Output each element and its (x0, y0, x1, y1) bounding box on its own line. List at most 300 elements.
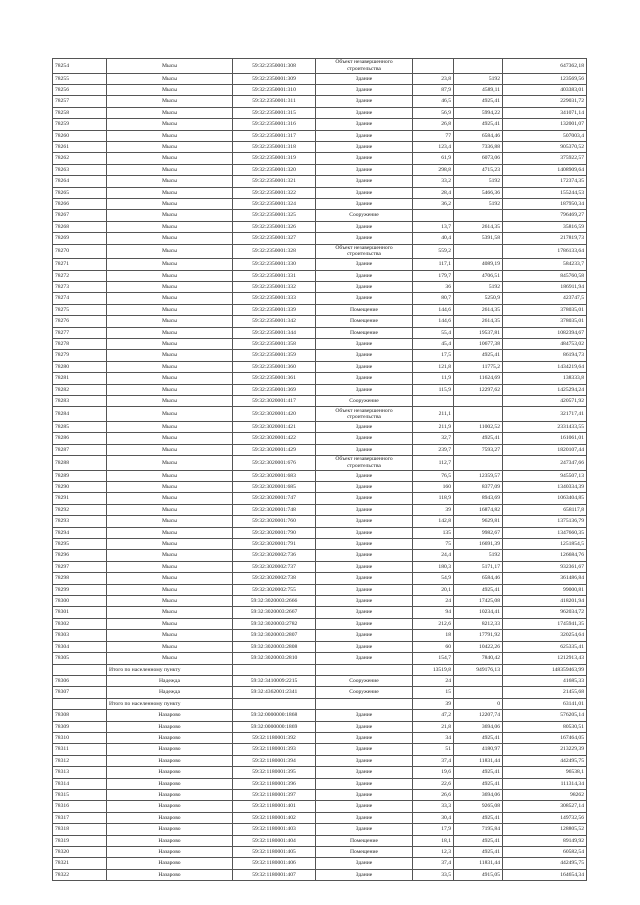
table-row (53, 755, 587, 766)
cadastral-number-cell: 59:32:2350001:309 (233, 73, 316, 84)
settlement-cell: Назарово (107, 789, 233, 800)
cadastral-value-cell: 1063404,85 (503, 493, 587, 504)
cadastral-number-cell: 59:32:2350001:311 (233, 96, 316, 107)
settlement-cell: Мысы (107, 395, 233, 406)
unit-cost-cell: 0 (454, 698, 503, 709)
row-number-cell: 78319 (53, 835, 107, 846)
area-cell: 36 (413, 281, 454, 292)
table-row (53, 119, 587, 130)
unit-cost-cell: 2614,35 (454, 316, 503, 327)
row-number-cell: 78272 (53, 270, 107, 281)
cadastral-number-cell: 59:32:2350001:361 (233, 373, 316, 384)
row-number-cell: 78276 (53, 316, 107, 327)
area-cell: 17,5 (413, 350, 454, 361)
settlement-cell: Назарово (107, 847, 233, 858)
cadastral-value-cell: 1340334,39 (503, 482, 587, 493)
area-cell: 32,7 (413, 433, 454, 444)
cadastral-number-cell: 59:32:1180001:394 (233, 755, 316, 766)
cadastral-value-cell: 96538,1 (503, 767, 587, 778)
cadastral-number-cell: 59:32:3020002:738 (233, 573, 316, 584)
cadastral-value-cell: 2331433,55 (503, 421, 587, 432)
area-cell: 12,3 (413, 847, 454, 858)
row-number-cell: 78321 (53, 858, 107, 869)
object-type-cell: Здание (316, 470, 413, 481)
cadastral-value-cell: 149732,56 (503, 812, 587, 823)
cadastral-number-cell: 59:32:2350001:331 (233, 270, 316, 281)
total-row (53, 664, 587, 675)
object-type-cell: Здание (316, 767, 413, 778)
unit-cost-cell: 4925,41 (454, 584, 503, 595)
row-number-cell: 78271 (53, 259, 107, 270)
cadastral-value-cell: 167464,05 (503, 732, 587, 743)
area-cell: 60 (413, 641, 454, 652)
unit-cost-cell: 11002,52 (454, 421, 503, 432)
area-cell: 39 (413, 504, 454, 515)
cadastral-value-cell: 932361,67 (503, 561, 587, 572)
table-row (53, 421, 587, 432)
row-number-cell: 78309 (53, 721, 107, 732)
table-row (53, 607, 587, 618)
object-type-cell: Сооружение (316, 687, 413, 698)
object-type-cell: Здание (316, 198, 413, 209)
document-sheet (52, 58, 586, 881)
table-row (53, 244, 587, 259)
area-cell: 37,4 (413, 755, 454, 766)
unit-cost-cell: 4925,41 (454, 350, 503, 361)
row-number-cell: 78308 (53, 710, 107, 721)
settlement-cell: Мысы (107, 516, 233, 527)
cadastral-number-cell: 59:32:1180001:404 (233, 835, 316, 846)
area-cell: 87,9 (413, 84, 454, 95)
table-row (53, 516, 587, 527)
cadastral-value-cell: 247347,66 (503, 456, 587, 471)
cadastral-value-cell: 1434219,64 (503, 361, 587, 372)
cadastral-number-cell: 59:32:3020001:747 (233, 493, 316, 504)
area-cell: 37,4 (413, 858, 454, 869)
cadastral-value-cell: 418201,94 (503, 596, 587, 607)
row-number-cell: 78283 (53, 395, 107, 406)
row-number-cell: 78306 (53, 675, 107, 686)
cadastral-value-cell: 111314,34 (503, 778, 587, 789)
cadastral-value-cell: 1820107,44 (503, 444, 587, 455)
cadastral-number-cell: 59:32:2350001:359 (233, 350, 316, 361)
area-cell: 21,8 (413, 721, 454, 732)
area-cell: 117,1 (413, 259, 454, 270)
row-number-cell: 78280 (53, 361, 107, 372)
cadastral-number-cell: 59:32:2350001:326 (233, 221, 316, 232)
unit-cost-cell: 8377,09 (454, 482, 503, 493)
object-type-cell: Здание (316, 539, 413, 550)
row-number-cell: 78294 (53, 527, 107, 538)
area-cell: 160 (413, 482, 454, 493)
area-cell: 55,4 (413, 327, 454, 338)
object-type-cell: Здание (316, 584, 413, 595)
cadastral-number-cell: 59:32:2350001:315 (233, 107, 316, 118)
settlement-cell: Назарово (107, 744, 233, 755)
cadastral-value-cell: 625335,41 (503, 641, 587, 652)
row-number-cell: 78293 (53, 516, 107, 527)
row-number-cell: 78258 (53, 107, 107, 118)
table-row (53, 59, 587, 74)
settlement-cell: Мысы (107, 561, 233, 572)
object-type-cell: Здание (316, 630, 413, 641)
unit-cost-cell: 9629,81 (454, 516, 503, 527)
area-cell: 34 (413, 732, 454, 743)
area-cell: 56,9 (413, 107, 454, 118)
cadastral-value-cell: 164654,34 (503, 869, 587, 880)
row-number-cell: 78256 (53, 84, 107, 95)
area-cell: 33,5 (413, 869, 454, 880)
row-number-cell: 78300 (53, 596, 107, 607)
cadastral-number-cell: 59:32:3020001:790 (233, 527, 316, 538)
object-type-cell: Здание (316, 221, 413, 232)
unit-cost-cell: 4589,11 (454, 84, 503, 95)
row-number-cell: 78290 (53, 482, 107, 493)
cadastral-value-cell: 161061,01 (503, 433, 587, 444)
cadastral-value-cell: 213229,39 (503, 744, 587, 755)
cadastral-number-cell: 59:32:2350001:318 (233, 141, 316, 152)
row-number-cell: 78320 (53, 847, 107, 858)
settlement-cell: Мысы (107, 527, 233, 538)
settlement-cell: Мысы (107, 221, 233, 232)
object-type-cell: Объект незавершенного строительства (316, 244, 413, 259)
unit-cost-cell (454, 407, 503, 422)
row-number-cell: 78259 (53, 119, 107, 130)
cadastral-value-cell: 138333,8 (503, 373, 587, 384)
object-type-cell: Здание (316, 561, 413, 572)
object-type-cell: Здание (316, 801, 413, 812)
table-row (53, 444, 587, 455)
row-number-cell: 78282 (53, 384, 107, 395)
cadastral-number-cell: 59:32:3020001:760 (233, 516, 316, 527)
cadastral-number-cell: 59:32:2350001:324 (233, 198, 316, 209)
object-type-cell: Помещение (316, 304, 413, 315)
unit-cost-cell: 5192 (454, 176, 503, 187)
unit-cost-cell (454, 687, 503, 698)
unit-cost-cell: 2614,35 (454, 304, 503, 315)
table-row (53, 687, 587, 698)
settlement-cell: Мысы (107, 433, 233, 444)
table-row (53, 281, 587, 292)
unit-cost-cell: 16874,82 (454, 504, 503, 515)
row-number-cell: 78312 (53, 755, 107, 766)
cadastral-value-cell: 378035,01 (503, 316, 587, 327)
area-cell: 61,9 (413, 153, 454, 164)
cadastral-value-cell: 341071,14 (503, 107, 587, 118)
cadastral-number-cell: 59:32:1180001:402 (233, 812, 316, 823)
cadastral-value-cell: 123569,56 (503, 73, 587, 84)
area-cell: 76,5 (413, 470, 454, 481)
table-row (53, 778, 587, 789)
object-type-cell: Здание (316, 281, 413, 292)
settlement-cell: Назарово (107, 710, 233, 721)
settlement-cell: Мысы (107, 456, 233, 471)
cadastral-value-cell: 361486,84 (503, 573, 587, 584)
cadastral-number-cell: 59:32:1180001:401 (233, 801, 316, 812)
cadastral-number-cell: 59:32:2350001:369 (233, 384, 316, 395)
unit-cost-cell: 11831,44 (454, 858, 503, 869)
table-row (53, 130, 587, 141)
object-type-cell: Здание (316, 338, 413, 349)
table-row (53, 653, 587, 664)
object-type-cell: Здание (316, 516, 413, 527)
row-number-cell: 78267 (53, 210, 107, 221)
row-number-cell: 78317 (53, 812, 107, 823)
object-type-cell: Здание (316, 233, 413, 244)
object-type-cell: Здание (316, 96, 413, 107)
unit-cost-cell: 5192 (454, 281, 503, 292)
cadastral-number-cell: 59:32:1180001:407 (233, 869, 316, 880)
area-cell: 180,3 (413, 561, 454, 572)
cadastral-value-cell: 1408909,64 (503, 164, 587, 175)
cadastral-value-cell: 378035,01 (503, 304, 587, 315)
settlement-cell: Мысы (107, 493, 233, 504)
object-type-cell: Здание (316, 812, 413, 823)
row-number-cell: 78292 (53, 504, 107, 515)
table-row (53, 824, 587, 835)
settlement-cell: Назарово (107, 778, 233, 789)
object-type-cell: Здание (316, 164, 413, 175)
table-row (53, 187, 587, 198)
cadastral-value-cell: 63141,01 (503, 698, 587, 709)
cadastral-number-cell: 59:32:3020003:2810 (233, 653, 316, 664)
property-table (52, 58, 587, 881)
unit-cost-cell: 4715,23 (454, 164, 503, 175)
unit-cost-cell: 5391,58 (454, 233, 503, 244)
unit-cost-cell: 4925,41 (454, 835, 503, 846)
area-cell: 94 (413, 607, 454, 618)
unit-cost-cell: 5466,36 (454, 187, 503, 198)
row-number-cell: 78254 (53, 59, 107, 74)
unit-cost-cell (454, 675, 503, 686)
cadastral-value-cell: 21455,68 (503, 687, 587, 698)
table-row (53, 721, 587, 732)
total-row (53, 698, 587, 709)
unit-cost-cell: 12207,74 (454, 710, 503, 721)
area-cell: 26,8 (413, 119, 454, 130)
row-number-cell: 78277 (53, 327, 107, 338)
cadastral-value-cell: 320254,64 (503, 630, 587, 641)
area-cell: 123,4 (413, 141, 454, 152)
row-number-cell: 78315 (53, 789, 107, 800)
row-number-cell: 78262 (53, 153, 107, 164)
area-cell (413, 210, 454, 221)
settlement-cell: Мысы (107, 244, 233, 259)
cadastral-number-cell: 59:32:2350001:317 (233, 130, 316, 141)
cadastral-number-cell: 59:32:2350001:328 (233, 244, 316, 259)
area-cell: 28,4 (413, 187, 454, 198)
row-number-cell: 78310 (53, 732, 107, 743)
row-number-cell: 78279 (53, 350, 107, 361)
unit-cost-cell: 4925,41 (454, 778, 503, 789)
object-type-cell: Здание (316, 73, 413, 84)
area-cell: 80,7 (413, 293, 454, 304)
settlement-cell: Назарово (107, 835, 233, 846)
area-cell: 118,9 (413, 493, 454, 504)
cadastral-number-cell: 59:32:0000000:1869 (233, 721, 316, 732)
row-number-cell: 78311 (53, 744, 107, 755)
object-type-cell: Здание (316, 84, 413, 95)
cadastral-number-cell: 59:32:1180001:403 (233, 824, 316, 835)
settlement-cell: Мысы (107, 164, 233, 175)
cadastral-value-cell: 584233,7 (503, 259, 587, 270)
area-cell: 40,4 (413, 233, 454, 244)
row-number-cell: 78291 (53, 493, 107, 504)
cadastral-value-cell: 420571,92 (503, 395, 587, 406)
settlement-cell: Итого по населенному пункту (107, 664, 233, 675)
cadastral-number-cell: 59:32:2350001:321 (233, 176, 316, 187)
cadastral-value-cell: 962034,72 (503, 607, 587, 618)
table-row (53, 744, 587, 755)
settlement-cell: Мысы (107, 107, 233, 118)
table-row (53, 493, 587, 504)
row-number-cell: 78264 (53, 176, 107, 187)
unit-cost-cell: 7336,88 (454, 141, 503, 152)
row-number-cell: 78313 (53, 767, 107, 778)
table-row (53, 561, 587, 572)
cadastral-value-cell: 148359463,99 (503, 664, 587, 675)
object-type-cell: Здание (316, 187, 413, 198)
row-number-cell: 78299 (53, 584, 107, 595)
unit-cost-cell: 4089,19 (454, 259, 503, 270)
area-cell: 77 (413, 130, 454, 141)
row-number-cell: 78263 (53, 164, 107, 175)
settlement-cell: Мысы (107, 141, 233, 152)
cadastral-number-cell: 59:32:2350001:339 (233, 304, 316, 315)
table-row (53, 550, 587, 561)
table-row (53, 373, 587, 384)
settlement-cell: Мысы (107, 96, 233, 107)
unit-cost-cell: 19537,81 (454, 327, 503, 338)
cadastral-number-cell: 59:32:3020001:683 (233, 470, 316, 481)
cadastral-value-cell: 658117,8 (503, 504, 587, 515)
unit-cost-cell: 4925,41 (454, 433, 503, 444)
table-row (53, 153, 587, 164)
settlement-cell: Мысы (107, 630, 233, 641)
unit-cost-cell: 17425,08 (454, 596, 503, 607)
row-number-cell: 78274 (53, 293, 107, 304)
row-number-cell: 78297 (53, 561, 107, 572)
cadastral-value-cell: 35816,59 (503, 221, 587, 232)
area-cell: 19,6 (413, 767, 454, 778)
row-number-cell: 78261 (53, 141, 107, 152)
table-row (53, 304, 587, 315)
cadastral-value-cell: 60582,54 (503, 847, 587, 858)
settlement-cell: Мысы (107, 421, 233, 432)
area-cell (413, 395, 454, 406)
cadastral-number-cell: 59:32:2350001:330 (233, 259, 316, 270)
cadastral-number-cell: 59:32:3020002:737 (233, 561, 316, 572)
object-type-cell: Здание (316, 130, 413, 141)
area-cell: 24,4 (413, 550, 454, 561)
cadastral-value-cell: 1347660,35 (503, 527, 587, 538)
settlement-cell: Мысы (107, 504, 233, 515)
cadastral-number-cell: 59:32:3020001:685 (233, 482, 316, 493)
settlement-cell: Мысы (107, 596, 233, 607)
table-row (53, 107, 587, 118)
unit-cost-cell: 12297,62 (454, 384, 503, 395)
object-type-cell: Здание (316, 141, 413, 152)
settlement-cell: Мысы (107, 198, 233, 209)
cadastral-number-cell: 59:32:2350001:360 (233, 361, 316, 372)
object-type-cell: Здание (316, 573, 413, 584)
cadastral-number-cell: 59:32:1180001:392 (233, 732, 316, 743)
unit-cost-cell: 8212,33 (454, 618, 503, 629)
unit-cost-cell: 10677,38 (454, 338, 503, 349)
object-type-cell: Сооружение (316, 675, 413, 686)
object-type-cell: Сооружение (316, 210, 413, 221)
table-row (53, 847, 587, 858)
cadastral-value-cell: 41685,33 (503, 675, 587, 686)
table-row (53, 573, 587, 584)
table-row (53, 527, 587, 538)
cadastral-value-cell: 1745941,35 (503, 618, 587, 629)
object-type-cell: Здание (316, 607, 413, 618)
table-row (53, 767, 587, 778)
object-type-cell: Здание (316, 153, 413, 164)
unit-cost-cell: 4925,41 (454, 847, 503, 858)
table-row (53, 858, 587, 869)
object-type-cell: Здание (316, 744, 413, 755)
row-number-cell: 78301 (53, 607, 107, 618)
settlement-cell: Мысы (107, 641, 233, 652)
row-number-cell: 78273 (53, 281, 107, 292)
object-type-cell: Здание (316, 373, 413, 384)
table-row (53, 338, 587, 349)
cadastral-value-cell: 155244,53 (503, 187, 587, 198)
cadastral-number-cell: 59:32:3020003:2808 (233, 641, 316, 652)
unit-cost-cell: 4925,41 (454, 96, 503, 107)
table-row (53, 710, 587, 721)
object-type-cell (316, 698, 413, 709)
cadastral-number-cell: 59:32:3020001:429 (233, 444, 316, 455)
cadastral-value-cell: 576205,14 (503, 710, 587, 721)
settlement-cell: Мысы (107, 210, 233, 221)
unit-cost-cell: 5250,9 (454, 293, 503, 304)
cadastral-value-cell: 217819,73 (503, 233, 587, 244)
cadastral-value-cell: 1251854,5 (503, 539, 587, 550)
area-cell: 24 (413, 675, 454, 686)
object-type-cell: Помещение (316, 835, 413, 846)
cadastral-value-cell: 86194,73 (503, 350, 587, 361)
table-row (53, 641, 587, 652)
cadastral-number-cell: 59:32:3020001:421 (233, 421, 316, 432)
area-cell: 298,8 (413, 164, 454, 175)
cadastral-value-cell: 308527,14 (503, 801, 587, 812)
unit-cost-cell: 6584,46 (454, 130, 503, 141)
area-cell: 211,9 (413, 421, 454, 432)
cadastral-number-cell: 59:32:3020001:676 (233, 456, 316, 471)
area-cell: 46,5 (413, 96, 454, 107)
unit-cost-cell: 10422,26 (454, 641, 503, 652)
cadastral-value-cell: 132001,07 (503, 119, 587, 130)
settlement-cell: Назарово (107, 812, 233, 823)
area-cell: 39 (413, 698, 454, 709)
settlement-cell: Мысы (107, 293, 233, 304)
table-row (53, 482, 587, 493)
settlement-cell: Мысы (107, 618, 233, 629)
settlement-cell: Мысы (107, 270, 233, 281)
cadastral-number-cell: 59:32:2350001:320 (233, 164, 316, 175)
settlement-cell: Мысы (107, 573, 233, 584)
settlement-cell: Мысы (107, 607, 233, 618)
table-row (53, 433, 587, 444)
cadastral-value-cell: 796469,27 (503, 210, 587, 221)
cadastral-value-cell: 80530,51 (503, 721, 587, 732)
object-type-cell: Сооружение (316, 395, 413, 406)
unit-cost-cell: 9982,67 (454, 527, 503, 538)
cadastral-value-cell: 128805,52 (503, 824, 587, 835)
